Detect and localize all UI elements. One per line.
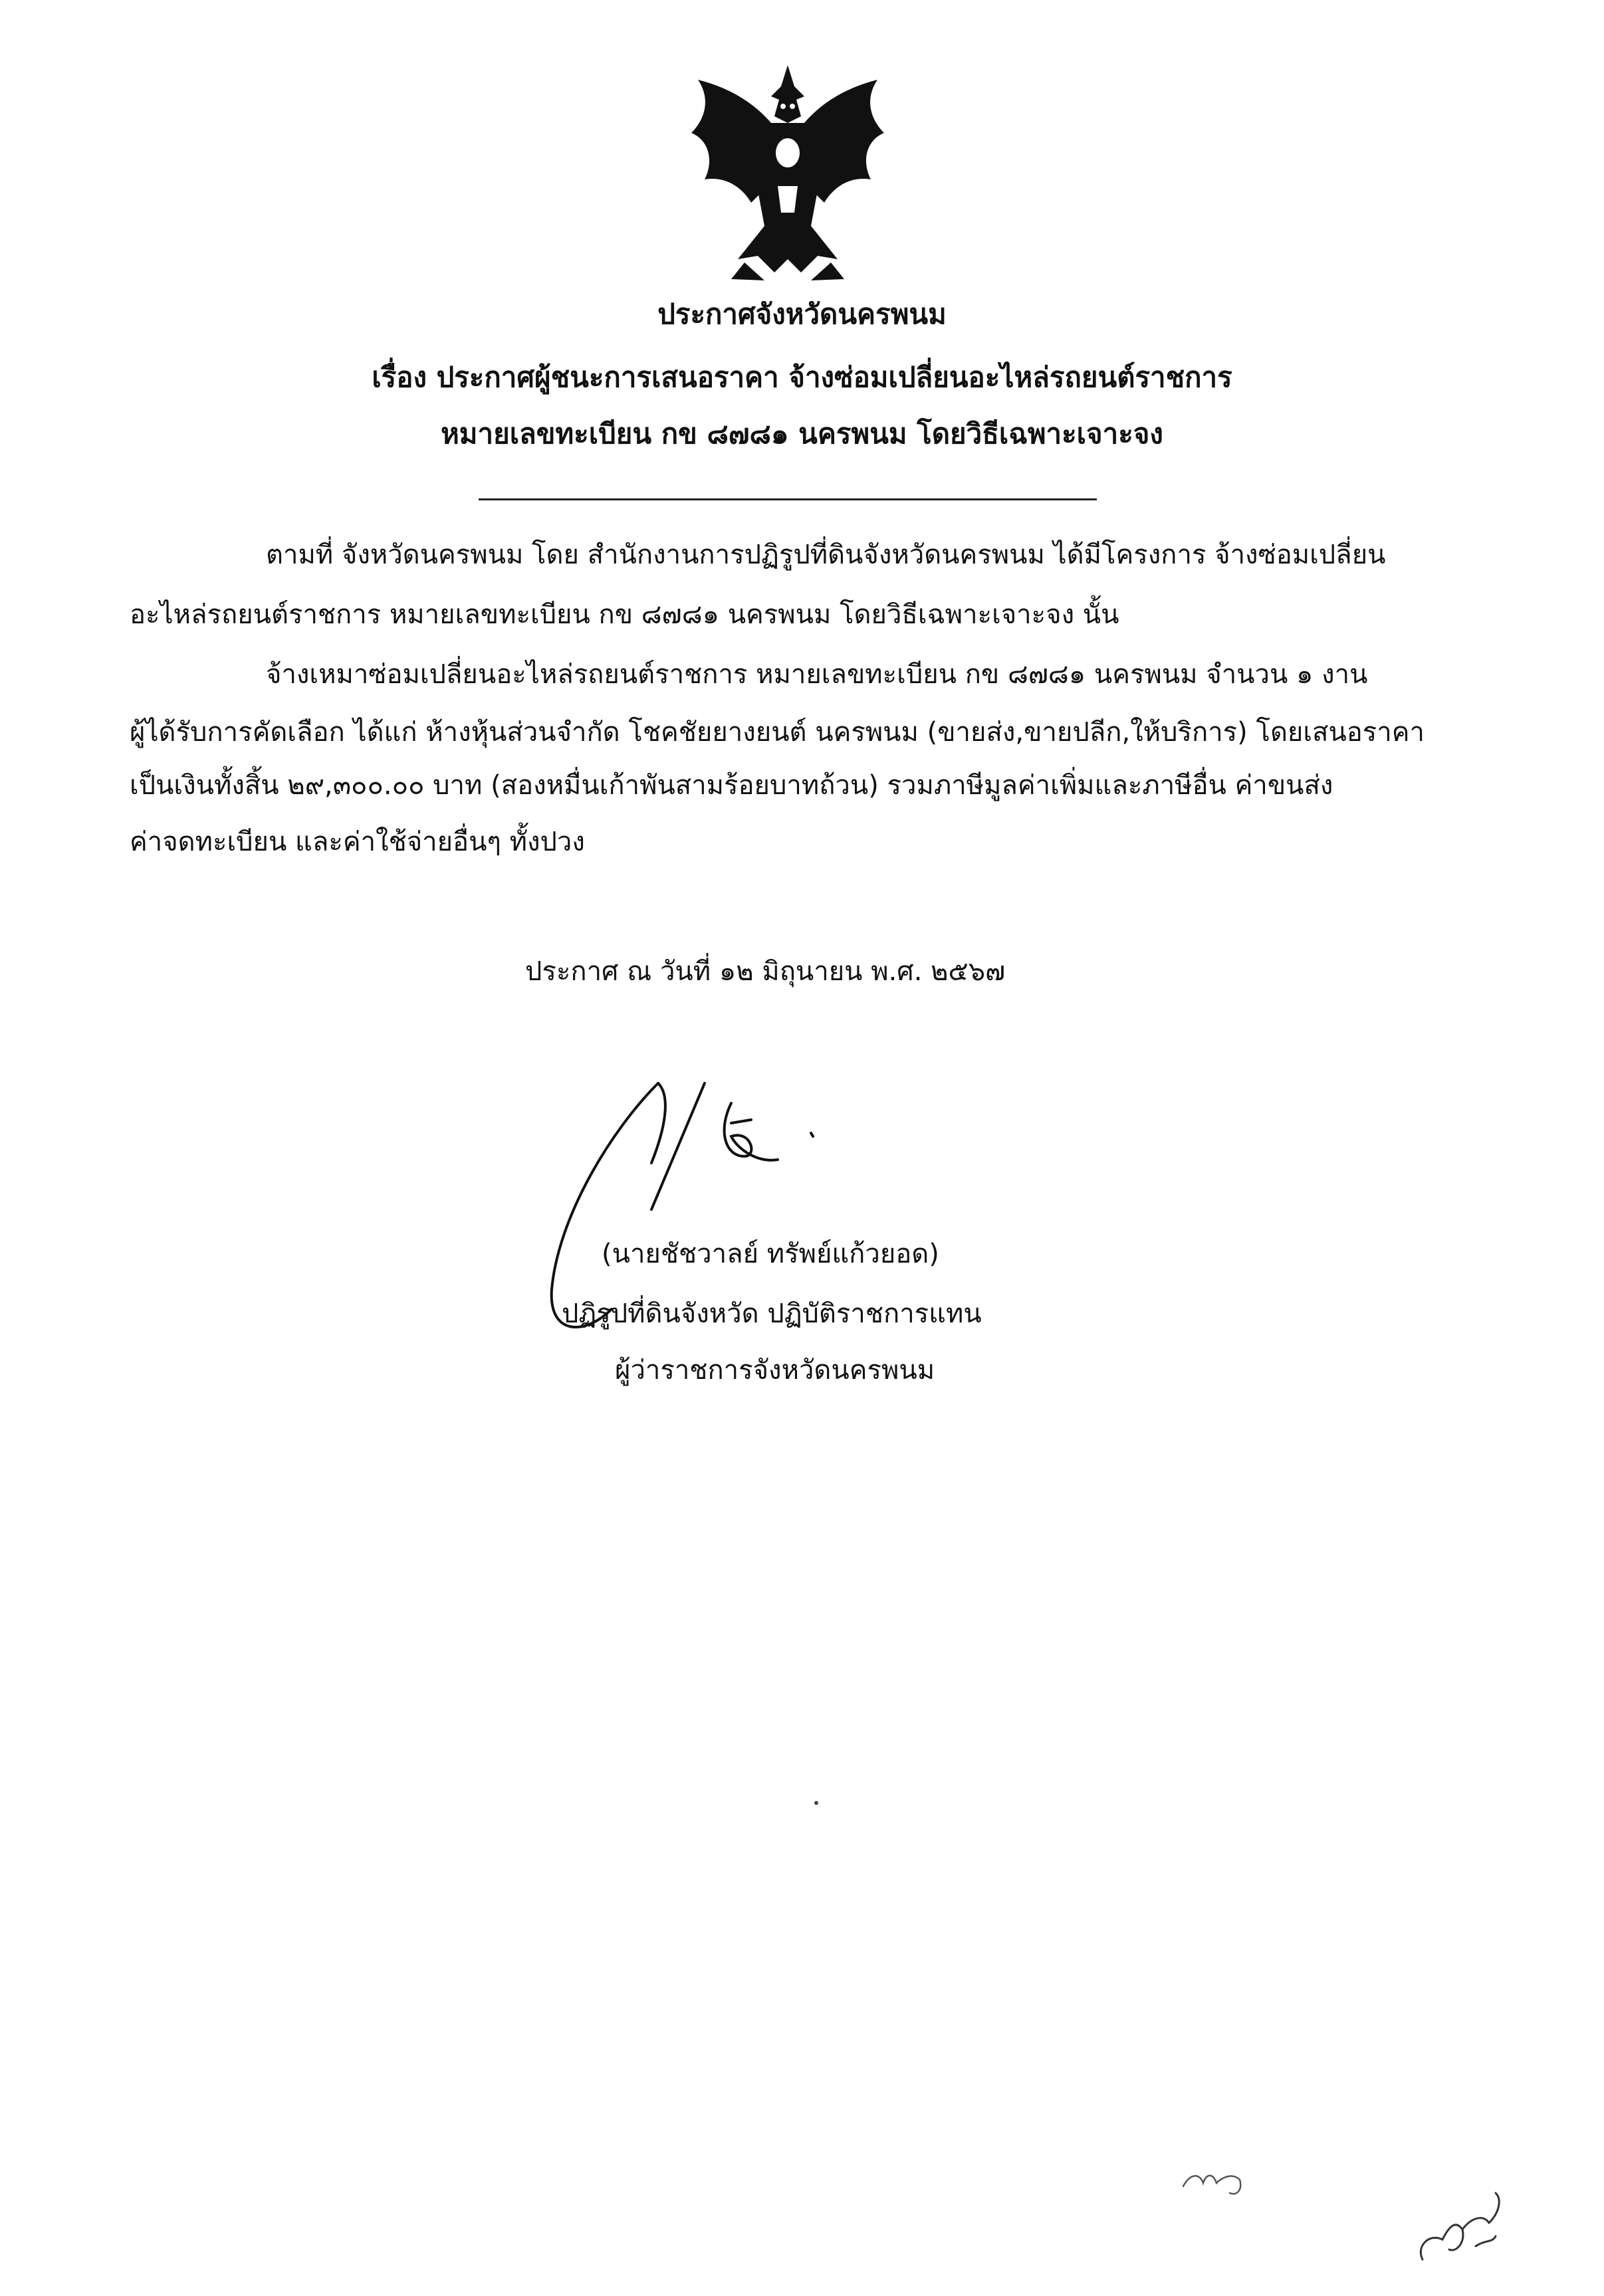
announcement-subject-continued: หมายเลขทะเบียน กข ๘๗๘๑ นครพนม โดยวิธีเฉพาะเจาะจง <box>441 417 1163 450</box>
body-line: จ้างเหมาซ่อมเปลี่ยนอะไหล่รถยนต์ราชการ หมายเลขทะเบียน กข ๘๗๘๑ นครพนม จำนวน ๑ งาน <box>266 659 1368 690</box>
body-line: ตามที่ จังหวัดนครพนม โดย สำนักงานการปฏิรูปที่ดินจังหวัดนครพนม ได้มีโครงการ จ้างซ่อมเปลี่ยน <box>266 540 1386 570</box>
announcement-subject: เรื่อง ประกาศผู้ชนะการเสนอราคา จ้างซ่อมเปลี่ยนอะไหล่รถยนต์ราชการ <box>372 361 1232 393</box>
handwritten-initials <box>1177 2153 1256 2206</box>
signatory-name: (นายชัชวาลย์ ทรัพย์แก้วยอด) <box>602 1239 939 1269</box>
body-line: อะไหล่รถยนต์ราชการ หมายเลขทะเบียน กข ๘๗๘๑ นครพนม โดยวิธีเฉพาะเจาะจง นั้น <box>130 599 1119 630</box>
signatory-position: ปฏิรูปที่ดินจังหวัด ปฏิบัติราชการแทน <box>562 1299 982 1329</box>
garuda-emblem-icon <box>678 60 897 286</box>
body-line: เป็นเงินทั้งสิ้น ๒๙,๓๐๐.๐๐ บาท (สองหมื่นเก้าพันสามร้อยบาทถ้วน) รวมภาษีมูลค่าเพิ่มและภาษีอื่น ค่าขนส่ง <box>130 770 1333 801</box>
body-line: ค่าจดทะเบียน และค่าใช้จ่ายอื่นๆ ทั้งปวง <box>130 827 585 857</box>
handwritten-initials <box>1409 2186 1516 2273</box>
announcement-title: ประกาศจังหวัดนครพนม <box>657 298 947 330</box>
stray-mark <box>814 1801 818 1805</box>
body-line: ผู้ได้รับการคัดเลือก ได้แก่ ห้างหุ้นส่วนจำกัด โชคชัยยางยนต์ นครพนม (ขายส่ง,ขายปลีก,ให้บริการ) โดยเสนอราคา <box>130 717 1425 748</box>
announcement-date: ประกาศ ณ วันที่ ๑๒ มิถุนายน พ.ศ. ๒๕๖๗ <box>525 956 1006 987</box>
header-divider <box>479 498 1097 500</box>
signatory-position-acting-for: ผู้ว่าราชการจังหวัดนครพนม <box>615 1355 935 1386</box>
